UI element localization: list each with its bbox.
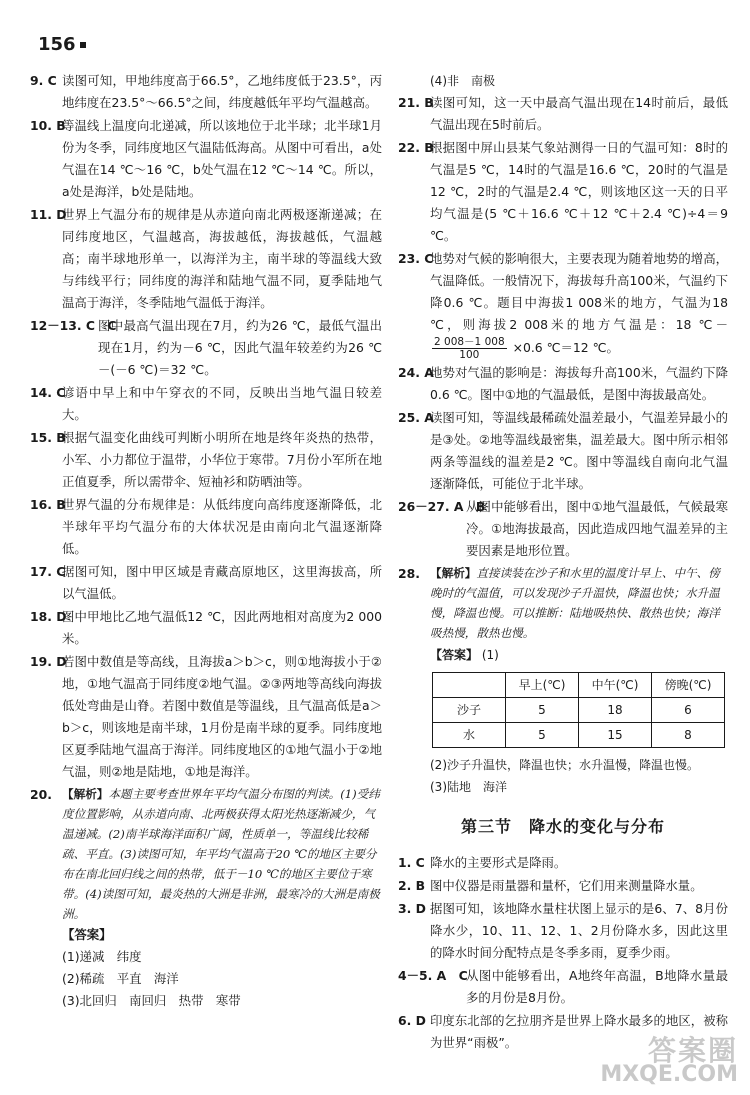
answer-number: 24. A [398,365,434,380]
answer-text: 根据图中屏山县某气象站测得一日的气温可知：8时的气温是5 ℃，14时的气温是16.6 ℃，20时的气温是12 ℃，2时的气温是2.4 ℃，则该地区这一天的日平均气温是(5 ℃＋16.6 ℃＋12 ℃＋2.4 ℃)÷4＝9 ℃。 [430,140,728,243]
table-cell: 6 [652,698,725,723]
right-column [398,70,728,1055]
fraction-denominator: 100 [459,349,480,361]
answer-text: 图中最高气温出现在7月，约为26 ℃，最低气温出现在1月，约为－6 ℃，因此气温年较差约为26 ℃－(－6 ℃)＝32 ℃。 [98,318,382,377]
watermark-url: MXQE.COM [600,1062,738,1087]
answer-line: (1)递减 纬度 [62,949,142,964]
answer-number: 2. B [398,878,426,893]
answer-text: 图中甲地比乙地气温低12 ℃，因此两地相对高度为2 000 米。 [62,609,382,646]
answer-text: 世界上气温分布的规律是从赤道向南北两极逐渐递减；在同纬度地区，气温越高，海拔越低，海拔越低，气温越高；南半球地形单一，以海洋为主，南半球的等温线大致与纬线平行；同纬度的海洋和陆地气温不同，夏季陆地气温高于海洋，冬季陆地气温低于海洋。 [62,207,382,310]
watermark [600,1034,738,1087]
table-header-cell [433,673,506,698]
answer-item [398,852,728,874]
answer-line: (2)沙子升温快，降温也快；水升温慢，降温也慢。 [430,758,699,772]
answer-item [398,137,728,247]
answer-number: 12－13. C C [30,318,117,333]
answer-item [398,898,728,964]
answer-number: 11. D [30,207,67,222]
answer-number: 16. B [30,497,66,512]
answer-text: 等温线上温度向北递减，所以该地位于北半球；北半球1月份为冬季，同纬度地区气温陆低海高。从图中可看出，a处气温在14 ℃～16 ℃，b处气温在12 ℃～14 ℃。所以，a处是海洋，b处是陆地。 [62,118,382,199]
answer-item [398,875,728,897]
answer-number: 18. D [30,609,67,624]
answer-number: 26－27. A B [398,499,486,514]
answer-text: 从图中能够看出，图中①地气温最低，气候最寒冷。①地海拔最高，因此造成四地气温差异的主要因素是地形位置。 [466,499,728,558]
analysis-tag: 【解析】 [430,566,477,580]
answer-header [398,644,728,666]
answer-number: 9. C [30,73,57,88]
answer-text: 世界气温的分布规律是：从低纬度向高纬度逐渐降低，北半球年平均气温分布的大体状况是由南向北气温逐渐降低。 [62,497,382,556]
answer-item [30,115,382,203]
answer-number: 10. B [30,118,66,133]
answer-number: 17. C [30,564,66,579]
answer-item [398,407,728,495]
answer-item [30,651,382,783]
table-header-row [433,673,725,698]
table-cell: 18 [579,698,652,723]
analysis-tag: 【解析】 [62,787,109,801]
answer-text: 读图可知，这一天中最高气温出现在14时前后，最低气温出现在5时前后。 [430,95,728,132]
answer-number: 19. D [30,654,67,669]
answer-text: 根据气温变化曲线可判断小明所在地是终年炎热的热带，小军、小力都位于温带，小华位于寒带。7月份小军所在地正值夏季，所以需带伞、短袖衫和防晒油等。 [62,430,382,489]
answer-item [30,606,382,650]
answer-number: 4－5. A C [398,968,468,983]
analysis-block [430,563,728,643]
answer-item-23 [398,248,728,361]
answer-line: (3)北回归 南回归 热带 寒带 [62,993,241,1008]
answer-text: 读图可知，甲地纬度高于66.5°，乙地纬度低于23.5°，丙地纬度在23.5°～66.5°之间，纬度越低年平均气温越高。 [62,73,382,110]
answer-text: 据图可知，图中甲区域是青藏高原地区，这里海拔高，所以气温低。 [62,564,382,601]
continued-answer-line: (4)非 南极 [430,74,495,88]
answer-item [398,362,728,406]
answer-text: 地势对气候的影响很大，主要表现为随着地势的增高，气温降低。一般情况下，海拔每升高100米，气温约下降0.6 ℃。题目中海拔1 008米的地方，气温为18 ℃，则海拔2 008米的地方气温是：18 ℃－ [430,251,728,332]
answer-line: (2)稀疏 平直 海洋 [62,971,179,986]
answer-text: 印度东北部的乞拉朋齐是世界上降水最多的地区，被称为世界“雨极”。 [430,1013,728,1050]
answer-block [62,924,382,1012]
answer-text: ×0.6 ℃＝12 ℃。 [512,340,619,355]
answer-number: 21. B [398,95,434,110]
temperature-table [432,672,725,748]
answer-number: 20. [30,787,52,802]
answer-item-28 [398,563,728,643]
table-header-cell: 中午(℃) [579,673,652,698]
answer-number: 25. A [398,410,434,425]
answer-item [398,92,728,136]
answer-number: 23. C [398,251,434,266]
table-row [433,698,725,723]
answer-item [30,561,382,605]
answer-tag: 【答案】 [62,927,112,942]
answer-text: 读图可知，等温线最稀疏处温差最小，气温差异最小的是③处。②地等温线最密集，温差最大。图中所示相邻两条等温线的温差是2 ℃。图中等温线自南向北气温逐渐降低，可能位于北半球。 [430,410,728,491]
answer-number: 22. B [398,140,434,155]
answer-item [30,382,382,426]
answer-number: 3. D [398,901,426,916]
answer-tag: 【答案】 [430,648,479,662]
answer-text: 从图中能够看出，A地终年高温，B地降水量最多的月份是8月份。 [466,968,728,1005]
left-column [30,70,382,1013]
answer-number: 14. C [30,385,66,400]
answer-item [30,494,382,560]
answer-intro: (1) [481,648,499,662]
page-number: 156 [38,34,86,55]
answer-text: 降水的主要形式是降雨。 [430,855,567,870]
answer-number: 1. C [398,855,425,870]
table-header-cell: 傍晚(℃) [652,673,725,698]
answer-item [398,496,728,562]
table-cell: 15 [579,723,652,748]
answer-text: 据图可知，该地降水量柱状图上显示的是6、7、8月份降水少，10、11、12、1、2月份降水多，因此这里的降水时间分配特点是冬季多雨，夏季少雨。 [430,901,728,960]
answer-item [30,204,382,314]
analysis-text: 直接读装在沙子和水里的温度计早上、中午、傍晚时的气温值，可以发现沙子升温快，降温也快；水升温慢，降温也慢。可以推断：陆地吸热快、散热也快；海洋吸热慢，散热也慢。 [430,566,720,640]
answer-item [398,965,728,1009]
table-cell: 沙子 [433,698,506,723]
table-header-cell: 早上(℃) [506,673,579,698]
answer-item-20 [30,784,382,1012]
watermark-logo-text: 答案圈 [647,1034,738,1067]
analysis-text: 本题主要考查世界年平均气温分布图的判读。(1)受纬度位置影响，从赤道向南、北两极获得太阳光热逐渐减少，气温递减。(2)南半球海洋面积广阔，性质单一，等温线比较稀疏、平直。(3)读图可知，年平均气温高于20 ℃的地区主要分布在南北回归线之间的热带，低于－10 ℃的地区主要位于寒带。(4)读图可知，最炎热的大洲是非洲，最寒冷的大洲是南极洲。 [62,787,380,921]
table-row [433,723,725,748]
table-cell: 8 [652,723,725,748]
answer-text: 谚语中早上和中午穿衣的不同，反映出当地气温日较差大。 [62,385,382,422]
table-cell: 5 [506,698,579,723]
fraction-numerator: 2 008－1 008 [434,336,505,348]
answer-item [30,70,382,114]
answer-text: 地势对气温的影响是：海拔每升高100米，气温约下降0.6 ℃。图中①地的气温最低，是图中海拔最高处。 [430,365,728,402]
answer-number: 15. B [30,430,66,445]
fraction [432,336,507,361]
analysis-block [62,784,382,924]
answer-number: 28. [398,566,420,581]
section-title: 第三节 降水的变化与分布 [460,817,665,836]
answer-item [30,427,382,493]
answer-text: 若图中数值是等高线，且海拔a＞b＞c，则①地海拔小于②地，①地气温高于同纬度②地气温。②③两地等高线向海拔低处弯曲是山脊。若图中数值是等温线，且气温高低是a＞b＞c，则该地是南半球，1月份是南半球的夏季。同纬度地区夏季陆地气温高于海洋。同纬度地区的①地气温小于②地气温，则②地是陆地，①地是海洋。 [62,654,382,779]
answer-item [30,315,382,381]
answer-number: 6. D [398,1013,426,1028]
answer-text: 图中仪器是雨量器和量杯，它们用来测量降水量。 [430,878,703,893]
answer-line: (3)陆地 海洋 [430,780,507,794]
table-cell: 水 [433,723,506,748]
page-number-marker [80,42,86,48]
table-cell: 5 [506,723,579,748]
